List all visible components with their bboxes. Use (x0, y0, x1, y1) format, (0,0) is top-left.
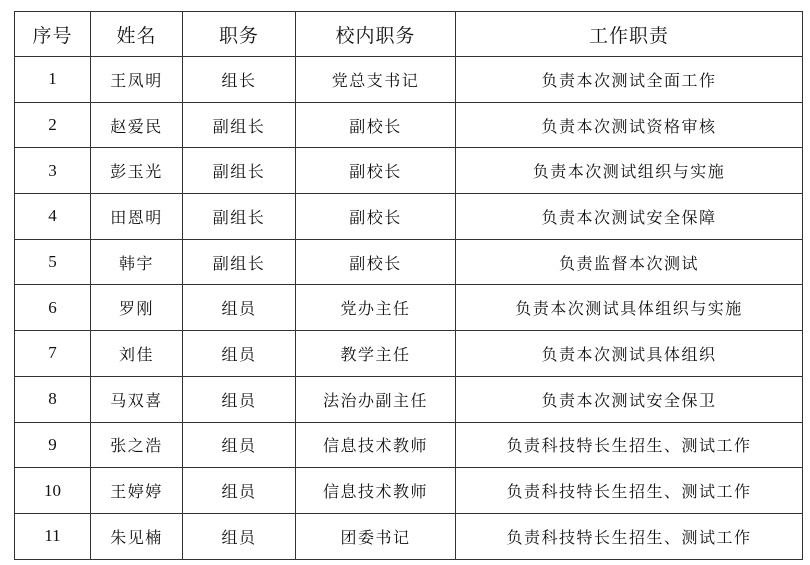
cell-name: 刘佳 (91, 331, 183, 377)
table-row (15, 285, 803, 331)
cell-duty: 负责科技特长生招生、测试工作 (456, 422, 803, 468)
cell-role: 组长 (183, 57, 296, 103)
cell-serial-number: 4 (15, 194, 91, 240)
cell-serial-number: 11 (15, 513, 91, 559)
table-row (15, 148, 803, 194)
cell-name: 赵爱民 (91, 102, 183, 148)
header-serial-number: 序号 (15, 12, 91, 57)
table-row (15, 513, 803, 559)
table-row (15, 102, 803, 148)
staff-duty-table (14, 11, 803, 560)
cell-duty: 负责科技特长生招生、测试工作 (456, 513, 803, 559)
cell-role: 副组长 (183, 148, 296, 194)
cell-role: 组员 (183, 285, 296, 331)
cell-school-post: 信息技术教师 (296, 422, 456, 468)
cell-duty: 负责本次测试安全保卫 (456, 376, 803, 422)
header-duty: 工作职责 (456, 12, 803, 57)
cell-duty: 负责本次测试组织与实施 (456, 148, 803, 194)
cell-school-post: 教学主任 (296, 331, 456, 377)
cell-school-post: 副校长 (296, 194, 456, 240)
table-row (15, 194, 803, 240)
cell-name: 马双喜 (91, 376, 183, 422)
cell-name: 罗刚 (91, 285, 183, 331)
table-row (15, 376, 803, 422)
table-row (15, 57, 803, 103)
cell-duty: 负责本次测试具体组织与实施 (456, 285, 803, 331)
cell-role: 组员 (183, 468, 296, 514)
cell-role: 组员 (183, 331, 296, 377)
cell-serial-number: 1 (15, 57, 91, 103)
cell-school-post: 副校长 (296, 102, 456, 148)
cell-name: 彭玉光 (91, 148, 183, 194)
table-row (15, 239, 803, 285)
cell-name: 朱见楠 (91, 513, 183, 559)
cell-duty: 负责本次测试具体组织 (456, 331, 803, 377)
cell-name: 韩宇 (91, 239, 183, 285)
header-name: 姓名 (91, 12, 183, 57)
cell-serial-number: 3 (15, 148, 91, 194)
cell-serial-number: 2 (15, 102, 91, 148)
cell-role: 组员 (183, 376, 296, 422)
cell-serial-number: 10 (15, 468, 91, 514)
table-header-row (15, 12, 803, 57)
cell-role: 组员 (183, 422, 296, 468)
cell-serial-number: 9 (15, 422, 91, 468)
cell-serial-number: 7 (15, 331, 91, 377)
cell-name: 张之浩 (91, 422, 183, 468)
cell-serial-number: 8 (15, 376, 91, 422)
cell-duty: 负责本次测试全面工作 (456, 57, 803, 103)
cell-role: 副组长 (183, 194, 296, 240)
table-row (15, 331, 803, 377)
cell-role: 组员 (183, 513, 296, 559)
cell-serial-number: 6 (15, 285, 91, 331)
cell-name: 王凤明 (91, 57, 183, 103)
cell-school-post: 信息技术教师 (296, 468, 456, 514)
cell-duty: 负责本次测试资格审核 (456, 102, 803, 148)
cell-school-post: 党总支书记 (296, 57, 456, 103)
cell-school-post: 法治办副主任 (296, 376, 456, 422)
cell-name: 田恩明 (91, 194, 183, 240)
cell-school-post: 团委书记 (296, 513, 456, 559)
cell-serial-number: 5 (15, 239, 91, 285)
cell-duty: 负责监督本次测试 (456, 239, 803, 285)
cell-role: 副组长 (183, 239, 296, 285)
cell-school-post: 副校长 (296, 148, 456, 194)
table-row (15, 468, 803, 514)
cell-school-post: 副校长 (296, 239, 456, 285)
cell-name: 王婷婷 (91, 468, 183, 514)
cell-school-post: 党办主任 (296, 285, 456, 331)
header-school-post: 校内职务 (296, 12, 456, 57)
cell-duty: 负责本次测试安全保障 (456, 194, 803, 240)
cell-role: 副组长 (183, 102, 296, 148)
header-role: 职务 (183, 12, 296, 57)
cell-duty: 负责科技特长生招生、测试工作 (456, 468, 803, 514)
table-row (15, 422, 803, 468)
